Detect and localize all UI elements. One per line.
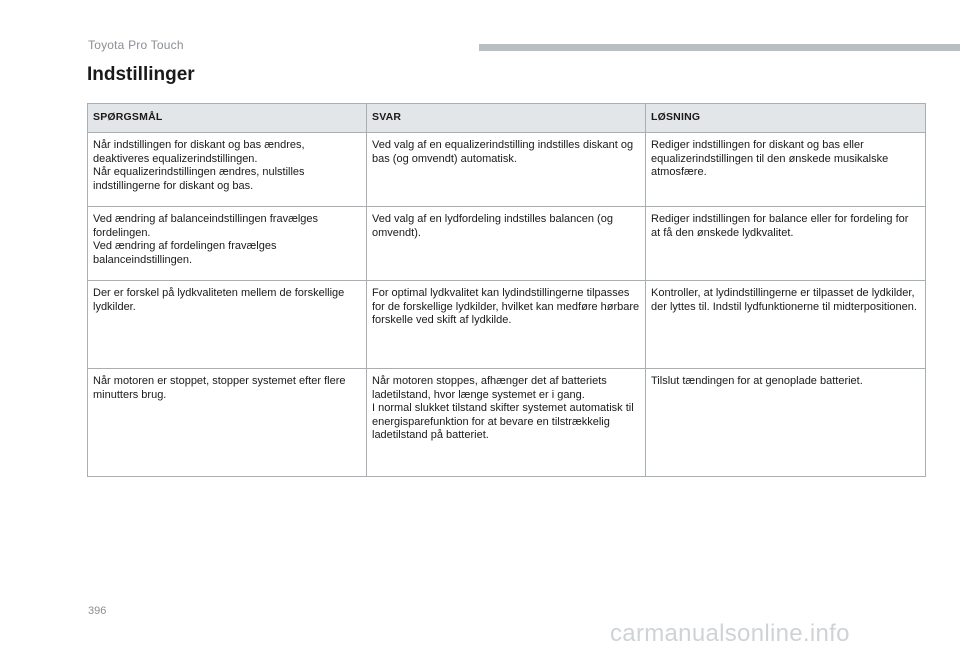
column-header-solution: LØSNING xyxy=(646,104,926,133)
question-text: Når motoren er stoppet, stopper systemet efter flere minutters brug. xyxy=(93,375,346,401)
page-number: 396 xyxy=(88,605,107,617)
answer-cell xyxy=(367,133,646,207)
table-header-row xyxy=(88,104,926,133)
question-cell xyxy=(88,281,367,369)
column-header-answer: SVAR xyxy=(367,104,646,133)
question-cell xyxy=(88,133,367,207)
question-text: Ved ændring af fordelingen fravælges balanceindstillingen. xyxy=(93,240,277,266)
question-text: Når indstillingen for diskant og bas ændres, deaktiveres equalizerindstillingen. xyxy=(93,139,305,165)
answer-cell xyxy=(367,207,646,281)
solution-text: Rediger indstillingen for balance eller for fordeling for at få den ønskede lydkvalitet. xyxy=(651,213,909,239)
answer-text: Ved valg af en lydfordeling indstilles balancen (og omvendt). xyxy=(372,213,613,239)
answer-text: Ved valg af en equalizerindstilling indstilles diskant og bas (og omvendt) automatisk. xyxy=(372,139,634,165)
answer-text: Når motoren stoppes, afhænger det af batteriets ladetilstand, hvor længe systemet er i gang. xyxy=(372,375,607,401)
watermark: carmanualsonline.info xyxy=(610,620,850,647)
table-row xyxy=(88,133,926,207)
answer-text: I normal slukket tilstand skifter systemet automatisk til energisparefunktion for at bevare en tilstrækkelig ladetilstand på batteriet. xyxy=(372,402,634,441)
solution-cell xyxy=(646,369,926,477)
table-row xyxy=(88,281,926,369)
troubleshooting-table xyxy=(87,103,926,477)
solution-cell xyxy=(646,207,926,281)
solution-text: Tilslut tændingen for at genoplade batteriet. xyxy=(651,375,863,387)
page-title: Indstillinger xyxy=(87,64,195,85)
solution-cell xyxy=(646,133,926,207)
question-text: Ved ændring af balanceindstillingen fravælges fordelingen. xyxy=(93,213,319,239)
table-row xyxy=(88,207,926,281)
answer-cell xyxy=(367,281,646,369)
question-text: Når equalizerindstillingen ændres, nulstilles indstillingerne for diskant og bas. xyxy=(93,166,305,192)
answer-cell xyxy=(367,369,646,477)
header-brand: Toyota Pro Touch xyxy=(88,38,184,52)
table-row xyxy=(88,369,926,477)
column-header-question: SPØRGSMÅL xyxy=(88,104,367,133)
question-cell xyxy=(88,207,367,281)
solution-text: Rediger indstillingen for diskant og bas eller equalizerindstillingen til den ønskede musikalske atmosfære. xyxy=(651,139,889,178)
question-cell xyxy=(88,369,367,477)
answer-text: For optimal lydkvalitet kan lydindstillingerne tilpasses for de forskellige lydkilder, hvilket kan medføre hørbare forskelle ved skift af lydkilde. xyxy=(372,287,640,326)
solution-cell xyxy=(646,281,926,369)
question-text: Der er forskel på lydkvaliteten mellem de forskellige lydkilder. xyxy=(93,287,345,313)
header-bar xyxy=(479,44,960,51)
solution-text: Kontroller, at lydindstillingerne er tilpasset de lydkilder, der lyttes til. Indstil lydfunktionerne til midterpositionen. xyxy=(651,287,917,313)
